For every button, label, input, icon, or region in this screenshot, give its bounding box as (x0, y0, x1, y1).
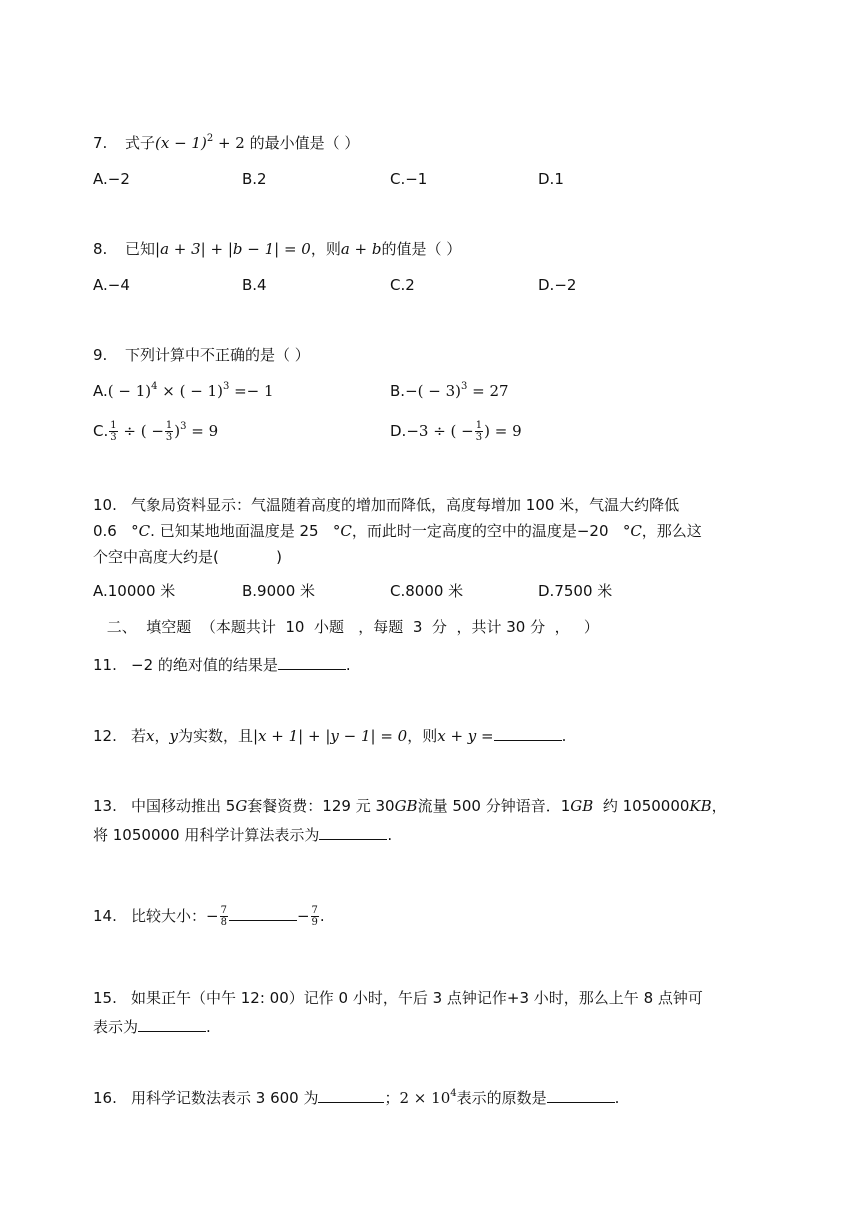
question-text: 气象局资料显示：气温随着高度的增加而降低，高度每增加 100 米，气温大约降低 (131, 496, 680, 514)
question-text: ，则 (407, 727, 438, 745)
question-text: 若 (131, 727, 147, 745)
question-text: ， (154, 727, 170, 745)
numerator: 1 (475, 420, 483, 431)
math-expression: |x + 1| + |y − 1| = 0 (253, 727, 408, 745)
denominator: 3 (165, 432, 173, 443)
question-number: 11. (93, 656, 117, 674)
math-expression: −3 ÷ ( − (406, 422, 474, 440)
question-7 (93, 133, 359, 153)
question-8 (93, 239, 461, 259)
unit-celsius: °C (622, 522, 642, 540)
math-expression: =− 1 (229, 382, 274, 400)
question-text: 比较大小： (131, 907, 207, 925)
question-text: 为实数，且 (177, 727, 253, 745)
question-text: 如果正午（中午 12: 00）记作 0 小时，午后 3 点钟记作+3 小时，那么上午 8 点钟可 (131, 989, 703, 1007)
question-text: 套餐资费：129 元 30 (247, 797, 395, 815)
question-number: 9. (93, 346, 108, 364)
math-expression: (x − 1) (155, 134, 207, 152)
question-10-line-2 (93, 521, 702, 541)
fraction (475, 420, 483, 443)
option-c (93, 420, 218, 443)
question-text: . (614, 1089, 620, 1107)
unit-celsius: °C (332, 522, 352, 540)
question-text: ，而此时一定高度的空中的温度是−20 (351, 522, 623, 540)
fraction (311, 905, 319, 928)
exponent: 3 (180, 421, 187, 432)
option-d: D.1 (538, 170, 564, 188)
question-number: 12. (93, 727, 117, 745)
question-number: 7. (93, 134, 108, 152)
question-text: 约 1050000 (593, 797, 690, 815)
section-heading: 二、 填空题 （本题共计 10 小题 ，每题 3 分 ，共计 30 分 ， ） (102, 618, 599, 636)
math-unit: G (235, 797, 248, 815)
math-unit: KB (689, 797, 712, 815)
question-text: 个空中高度大约是( ) (93, 548, 282, 566)
option-b: B.4 (242, 276, 267, 294)
exponent: 2 (206, 133, 214, 144)
math-expression: ( − 1) (107, 382, 152, 400)
question-number: 16. (93, 1089, 117, 1107)
question-10-line-3 (93, 547, 282, 567)
question-text: 表示为 (93, 1018, 139, 1036)
minus-sign: − (206, 907, 219, 925)
numerator: 7 (220, 905, 227, 916)
option-prefix: B. (390, 382, 406, 400)
denominator: 3 (110, 432, 117, 443)
option-prefix: C. (93, 422, 109, 440)
question-number: 8. (93, 240, 108, 258)
math-expression: ) = 9 (484, 422, 522, 440)
exponent: 3 (460, 381, 468, 392)
question-11 (93, 653, 351, 675)
denominator: 9 (311, 917, 318, 928)
question-text: 式子 (125, 134, 156, 152)
question-text: 的最小值是（ ） (244, 134, 360, 152)
math-expression: −( − 3) (405, 382, 461, 400)
math-expression: = 9 (186, 422, 219, 440)
option-c: C.8000 米 (390, 582, 464, 600)
numerator: 1 (165, 420, 173, 431)
question-16 (93, 1086, 619, 1108)
math-variable: x (146, 727, 155, 745)
exponent: 3 (222, 381, 230, 392)
option-b (390, 381, 509, 401)
minus-sign: − (296, 907, 310, 925)
answer-blank[interactable] (229, 904, 297, 921)
answer-blank[interactable] (318, 1086, 384, 1103)
option-c: C.−1 (390, 170, 428, 188)
answer-blank[interactable] (547, 1086, 615, 1103)
question-number: 10. (93, 496, 117, 514)
question-text: −2 的绝对值的结果是 (131, 656, 278, 674)
question-number: 13. (93, 797, 117, 815)
question-text: 0.6 (93, 522, 132, 540)
unit-celsius: °C (131, 522, 151, 540)
question-text: 已知 (125, 240, 156, 258)
math-unit: GB (394, 797, 418, 815)
question-15 (93, 988, 703, 1008)
answer-blank[interactable] (319, 823, 387, 840)
question-text: 中国移动推出 5 (131, 797, 236, 815)
math-expression: 2 × 10 (399, 1089, 451, 1107)
math-expression: + 2 (213, 134, 245, 152)
question-text: 下列计算中不正确的是（ ） (125, 346, 310, 364)
question-text: . (345, 656, 351, 674)
numerator: 7 (311, 905, 318, 916)
exponent: 4 (151, 381, 158, 392)
option-a: A.10000 米 (93, 582, 176, 600)
question-text: . (206, 1018, 211, 1036)
question-text: 将 1050000 用科学计算法表示为 (93, 826, 320, 844)
question-text: 表示的原数是 (456, 1089, 547, 1107)
question-text: 用科学记数法表示 3 600 为 (131, 1089, 319, 1107)
denominator: 8 (220, 917, 227, 928)
fraction (109, 420, 117, 443)
question-13 (93, 796, 727, 816)
denominator: 3 (475, 432, 483, 443)
option-a (93, 381, 274, 401)
option-prefix: A. (93, 382, 108, 400)
math-expression: × ( − 1) (157, 382, 223, 400)
option-c: C.2 (390, 276, 415, 294)
math-expression: a + b (340, 240, 382, 258)
option-a: A.−4 (93, 276, 130, 294)
question-text: . (561, 727, 567, 745)
question-13-line-2 (93, 823, 392, 845)
math-expression: ÷ ( − (118, 422, 164, 440)
numerator: 1 (110, 420, 117, 431)
question-15-line-2 (93, 1015, 211, 1037)
question-text: 流量 500 分钟语音．1 (417, 797, 571, 815)
option-prefix: D. (390, 422, 407, 440)
question-14 (93, 904, 325, 928)
question-12 (93, 724, 566, 746)
option-d: D.7500 米 (538, 582, 613, 600)
question-text: ，那么这 (641, 522, 702, 540)
question-9 (93, 345, 310, 365)
question-text: ， (711, 797, 727, 815)
math-variable: y (169, 727, 178, 745)
fraction (165, 420, 173, 443)
question-number: 15. (93, 989, 117, 1007)
math-expression: x + y = (437, 727, 494, 745)
option-b: B.9000 米 (242, 582, 316, 600)
option-b: B.2 (242, 170, 267, 188)
option-d (390, 420, 522, 443)
question-10 (93, 495, 679, 515)
option-a: A.−2 (93, 170, 130, 188)
math-expression: = 27 (467, 382, 509, 400)
option-d: D.−2 (538, 276, 577, 294)
exponent: 4 (450, 1088, 457, 1099)
question-number: 14. (93, 907, 117, 925)
question-text: ； (384, 1089, 400, 1107)
answer-blank[interactable] (278, 653, 346, 670)
answer-blank[interactable] (494, 724, 562, 741)
question-text: . (387, 826, 393, 844)
answer-blank[interactable] (138, 1015, 206, 1032)
math-expression: ) (174, 422, 181, 440)
fraction (220, 905, 228, 928)
math-expression: |a + 3| + |b − 1| = 0 (155, 240, 311, 258)
question-text: . 已知某地地面温度是 25 (150, 522, 333, 540)
question-text: 的值是（ ） (381, 240, 462, 258)
question-text: ，则 (310, 240, 341, 258)
question-text: . (319, 907, 325, 925)
math-unit: GB (570, 797, 594, 815)
